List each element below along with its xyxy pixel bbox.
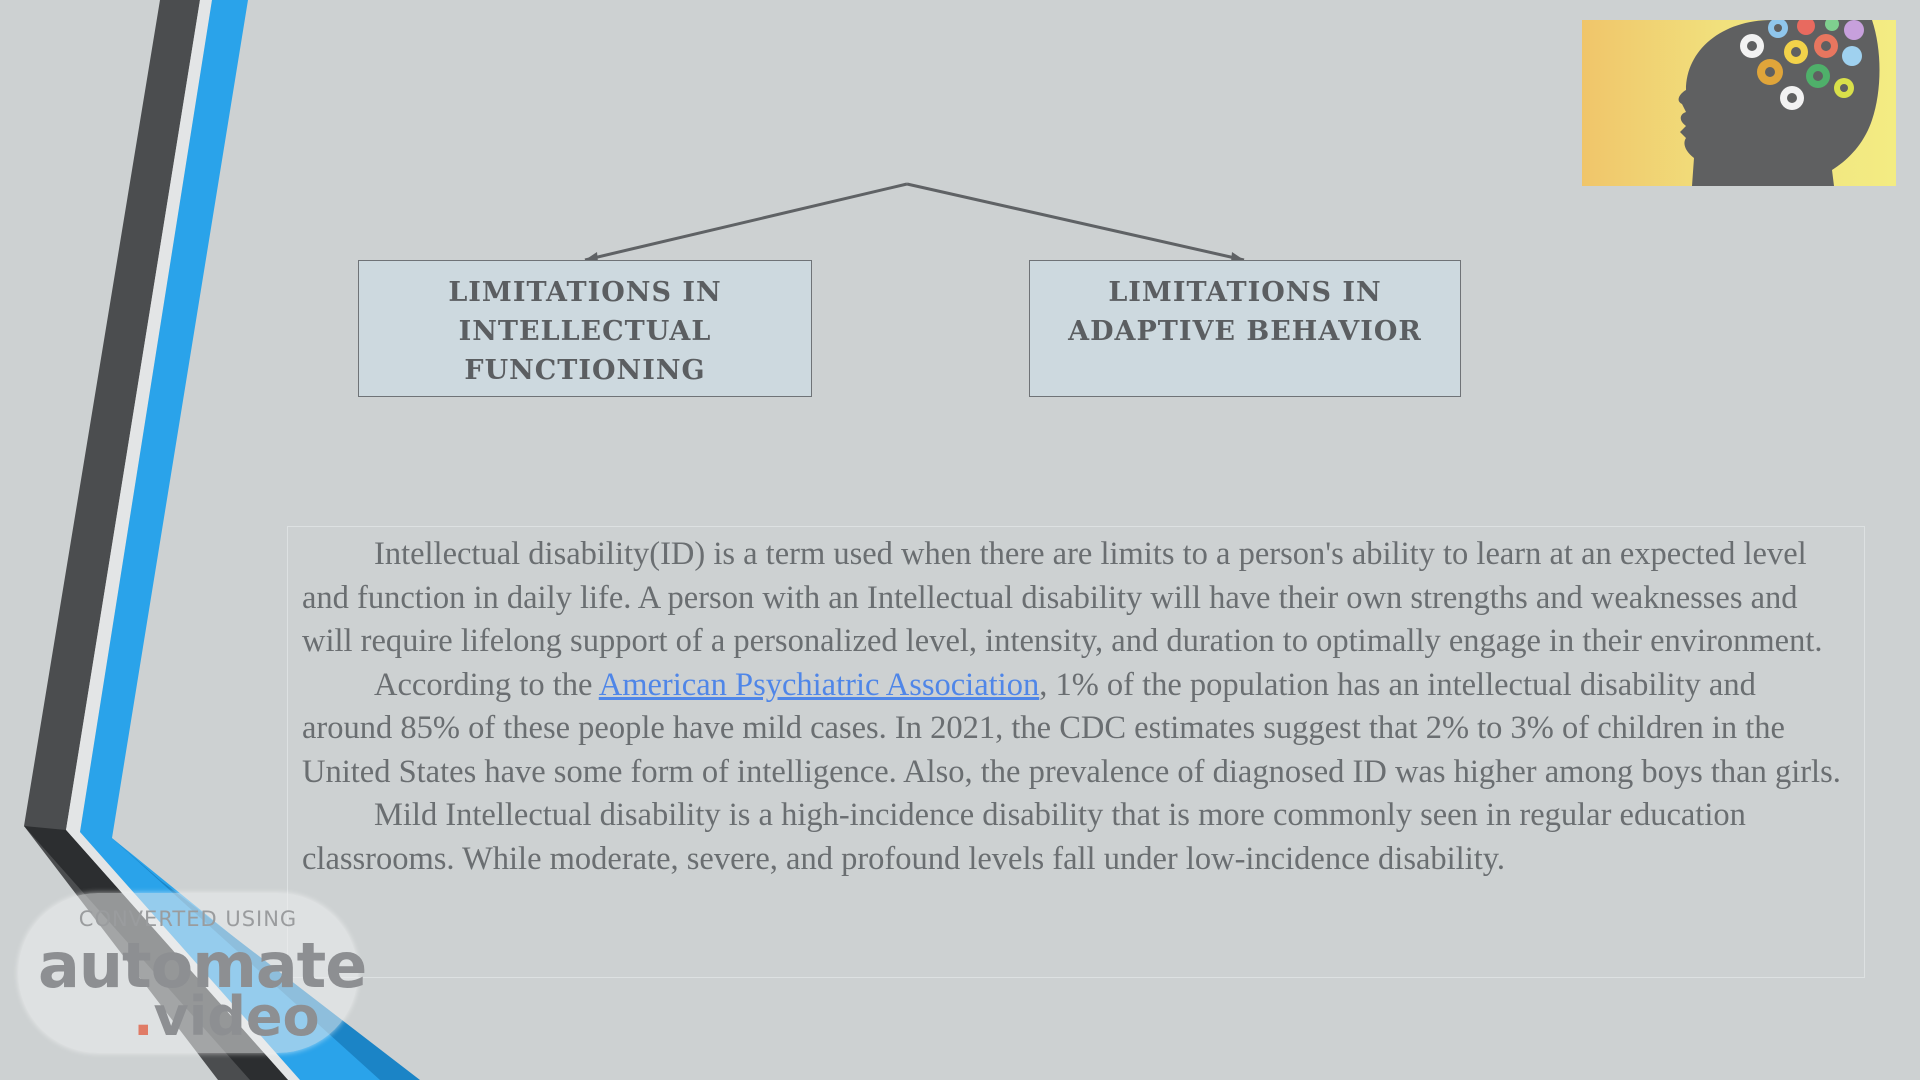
connector-left — [585, 184, 907, 260]
watermark-caption: CONVERTED USING — [78, 907, 298, 931]
watermark-brand: automate — [38, 929, 367, 1002]
paragraph-prevalence — [302, 664, 1850, 795]
automate-video-watermark — [18, 893, 367, 1053]
child-head-gears-icon — [1582, 20, 1896, 186]
limitations-adaptive-box — [1029, 260, 1461, 397]
box-right-line1: LIMITATIONS IN — [1108, 277, 1382, 308]
limitations-intellectual-box — [358, 260, 812, 397]
watermark-dot: . — [133, 985, 154, 1048]
child-head-gears-image — [1582, 20, 1896, 186]
paragraph-definition: Intellectual disability(ID) is a term used when there are limits to a person's ability to learn at an expected level and function in daily life. A person with an Intellectual disability will have their own strengths and weaknesses and will require lifelong support of a personalized level, intensity, and duration to optimally engage in their environment. — [302, 536, 1823, 659]
body-text-box — [287, 526, 1865, 978]
box-left-line2: INTELLECTUAL FUNCTIONING — [458, 316, 712, 386]
prevalence-rest: , 1% of the population has an intellectual disability and around 85% of these people have mild cases. In 2021, the CDC estimates suggest that 2% to 3% of children in the United States have some form of intelligence. Also, the prevalence of diagnosed ID was higher among boys than girls. — [302, 666, 1841, 790]
connector-right — [907, 184, 1244, 260]
box-left-line1: LIMITATIONS IN — [448, 277, 722, 308]
prevalence-intro: According to the — [374, 666, 599, 703]
paragraph-mild-id: Mild Intellectual disability is a high-incidence disability that is more commonly seen in regular education classrooms. While moderate, severe, and profound levels fall under low-incidence disability. — [302, 797, 1746, 877]
watermark-video: video — [153, 985, 320, 1048]
apa-link[interactable]: American Psychiatric Association — [598, 666, 1040, 703]
watermark-brand-suffix — [133, 985, 320, 1048]
box-right-line2: ADAPTIVE BEHAVIOR — [1068, 316, 1422, 347]
